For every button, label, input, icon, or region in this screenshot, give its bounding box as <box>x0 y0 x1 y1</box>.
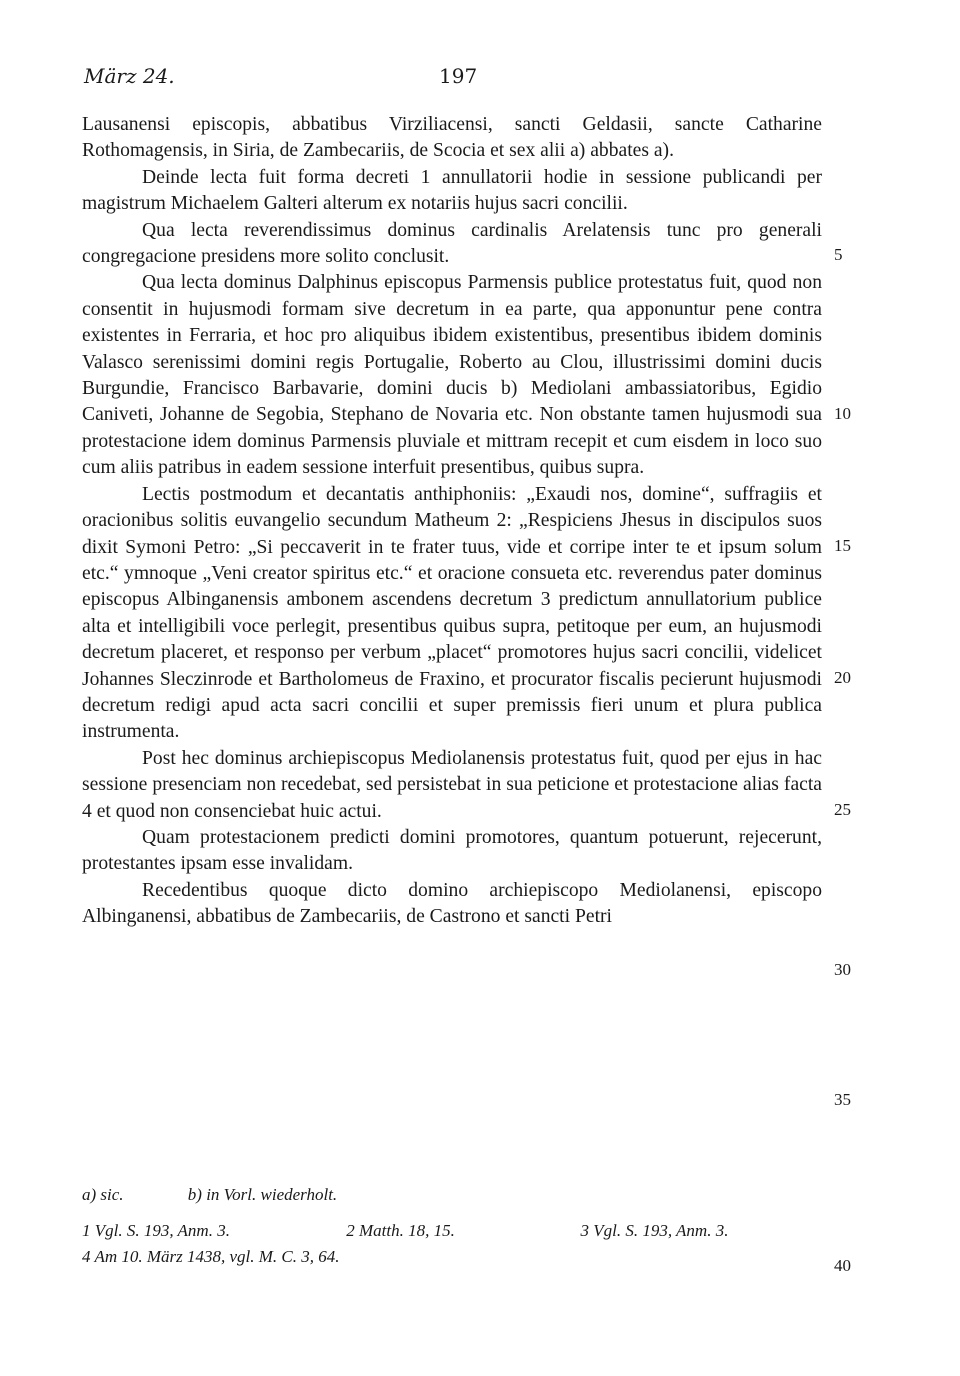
line-number: 20 <box>834 668 851 687</box>
main-text <box>82 112 822 931</box>
paragraph: Lectis postmodum et decantatis anthiphoniis: „Exaudi nos, domine“, suffragiis et oracionibus solitis euvangelio secundum Matheum 2: „Respiciens Jhesus in discipulos suos dixit Symoni Petro: „Si peccaverit in te frater tuus, vide et corripe inter te et ipsum solum etc.“ ymnoque „Veni creator spiritus etc.“ et oracione consueta etc. reverendus pater dominus episcopus Albinganensis ambonem ascendens decretum 3 predictum annullatorium publice alta et intelligibili voce perlegit, presentibus quibus supra, petitoque per eum, an hujusmodi decretum placeret, et responso per verbum „placet“ promotores hujus sacri concilii, videlicet Johannes Sleczinrode et Bartholomeus de Fraxino, et procurator fiscalis pecierunt hujusmodi decretum redigi apud acta sacri concilii et super premissis fieri unum et plura publica instrumenta. <box>82 483 822 743</box>
line-number: 40 <box>834 1256 851 1275</box>
line-number: 25 <box>834 800 851 819</box>
page-number: 197 <box>439 64 478 88</box>
paragraph: Quam protestacionem predicti domini promotores, quantum potuerunt, rejecerunt, protestantes ipsam esse invalidam. <box>82 826 822 875</box>
paragraph: Lausanensi episcopis, abbatibus Virziliacensi, sancti Geldasii, sancte Catharine Rothomagensis, in Siria, de Zambecariis, de Scocia et sex alii a) abbates a). <box>82 114 822 162</box>
paragraph: Qua lecta dominus Dalphinus episcopus Parmensis publice protestatus fuit, quod non consentit in hujusmodi formam sive decretum in ea parte, qua apponuntur pene contra existentes in Ferraria, et hoc pro aliquibus ibidem existentibus, presentibus ibidem dominis Valasco serenissimi domini regis Portugalie, Roberto au Clou, illustrissimi domini ducis Burgundie, Francisco Barbavarie, domini ducis b) Mediolani ambassiatoribus, Egidio Caniveti, Johanne de Segobia, Stephano de Novaria etc. Non obstante tamen hujusmodi sua protestacione idem dominus Parmensis pluviale et mittram recepit et cum eisdem in loco suo cum aliis patribus in eadem sessione interfuit presentibus, quibus supra. <box>82 272 822 479</box>
paragraph: Qua lecta reverendissimus dominus cardinalis Arelatensis tunc pro generali congregacione presidens more solito conclusit. <box>82 219 822 268</box>
footnote-3: 3 Vgl. S. 193, Anm. 3. <box>580 1221 729 1240</box>
line-number: 15 <box>834 536 851 555</box>
footnote-4: 4 Am 10. März 1438, vgl. M. C. 3, 64. <box>82 1247 340 1266</box>
text-note-b: b) in Vorl. wiederholt. <box>187 1185 338 1204</box>
footnote-2: 2 Matth. 18, 15. <box>346 1221 455 1240</box>
footnotes <box>82 1221 822 1273</box>
paragraph: Post hec dominus archiepiscopus Mediolanensis protestatus fuit, quod per ejus in hac sessione presenciam non recedebat, sed persistebat in sua peticione et protestacione alias facta 4 et quod non consenciebat huic actui. <box>82 747 822 822</box>
text-note-a: a) sic. <box>82 1185 124 1204</box>
line-number: 30 <box>834 960 851 979</box>
line-number: 35 <box>834 1090 851 1109</box>
running-head: März 24. <box>84 64 175 88</box>
paragraph: Recedentibus quoque dicto domino archiepiscopo Mediolanensi, episcopo Albinganensi, abbatibus de Zambecariis, de Castrono et sancti Petri <box>82 879 822 928</box>
footnote-1: 1 Vgl. S. 193, Anm. 3. <box>82 1221 230 1240</box>
textual-notes <box>82 1185 822 1205</box>
line-number: 10 <box>834 404 851 423</box>
paragraph: Deinde lecta fuit forma decreti 1 annullatorii hodie in sessione publicandi per magistrum Michaelem Galteri alterum ex notariis hujus sacri concilii. <box>82 166 822 215</box>
page-header <box>84 64 824 94</box>
line-number: 5 <box>834 245 843 264</box>
